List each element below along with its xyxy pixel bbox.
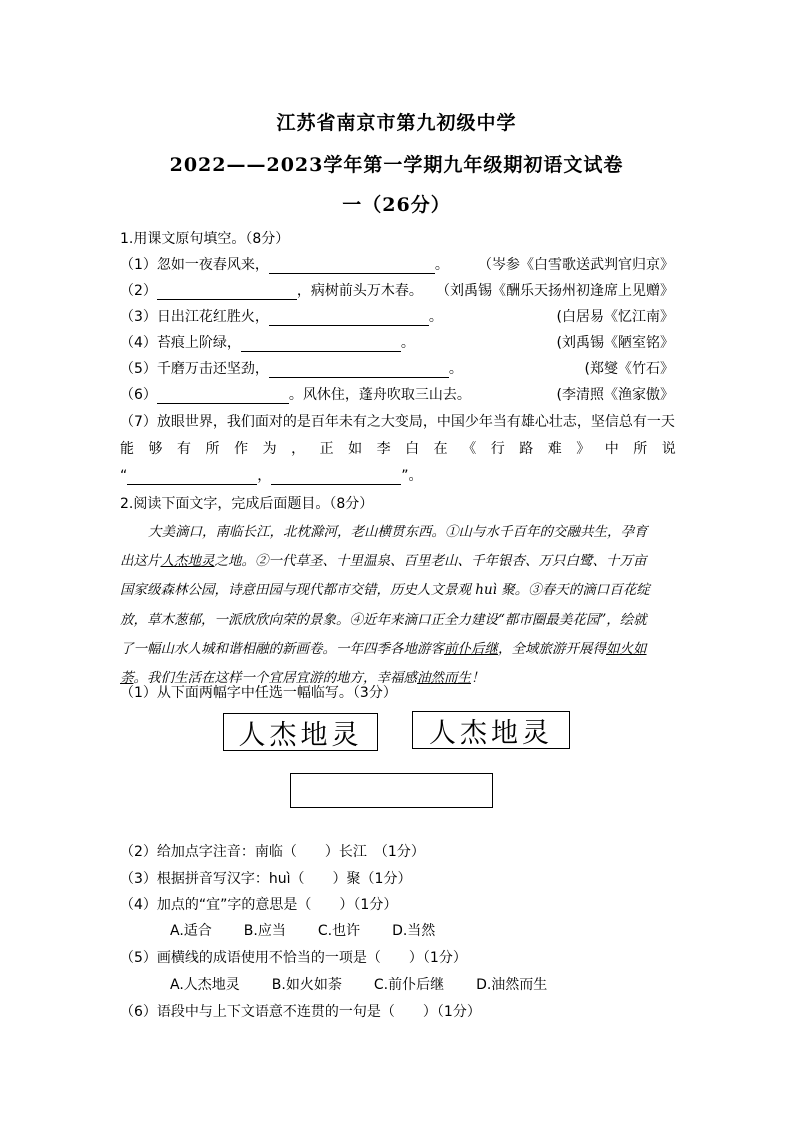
q1-heading: 1.用课文原句填空。（8分） [120,231,290,247]
q1-item-7-line2: 能 够 有 所 作 为 ， 正 如 李 白 在 《 行 路 难 》 中 所 说 [120,441,676,457]
q1-source-6: (李清照《渔家傲》 [556,387,674,403]
q2-sub4: （4）加点的“宜”字的意思是（ ）（1分） [120,897,398,913]
q2-sub6: （6）语段中与上下文语意不连贯的一句是（ ）（1分） [120,1004,481,1020]
answer-blank[interactable] [157,389,289,404]
q1-item-3: （3）日出江花红胜火， 。 [120,309,443,325]
passage-line: 荼。我们生活在这样一个宜居宜游的地方，幸福感油然而生！ [120,670,485,687]
school-title: 江苏省南京市第九初级中学 [276,112,517,134]
q1-item-1: （1）忽如一夜春风来， 。 [120,257,449,273]
calligraphy-sample-1: 人杰地灵 [223,713,378,751]
passage-line: 放，草木葱郁，一派欣欣向荣的景象。④近年来滴口正全力建设“都市圈最美花园”，绘就 [120,611,647,628]
option[interactable]: D.油然而生 [476,977,548,993]
option[interactable]: B.如火如荼 [271,977,342,993]
q2-sub3: （3）根据拼音写汉字：huì（ ）聚（1分） [120,871,412,887]
option[interactable]: A.人杰地灵 [170,977,240,993]
q2-heading: 2.阅读下面文字，完成后面题目。（8分） [120,496,374,512]
option[interactable]: D.当然 [392,923,436,939]
q1-source-2: （刘禹锡《酬乐天扬州初逢席上见赠》 [436,283,674,299]
q1-source-5: (郑燮《竹石》 [584,361,674,377]
q1-item-2: （2） ，病树前头万木春。 [120,283,423,299]
answer-blank[interactable] [269,259,435,274]
calligraphy-sample-2: 人杰地灵 [412,711,570,749]
option[interactable]: A.适合 [170,923,212,939]
q2-sub1: （1）从下面两幅字中任选一幅临写。（3分） [120,685,397,701]
option[interactable]: B.应当 [243,923,286,939]
answer-blank[interactable] [269,363,449,378]
q1-item-7-line1: （7）放眼世界，我们面对的是百年未有之大变局，中国少年当有雄心壮志，坚信总有一天 [120,414,675,430]
reading-passage [120,518,676,693]
q1-item-4: （4）苔痕上阶绿， 。 [120,335,415,351]
q1-item-5: （5）千磨万击还坚劲， 。 [120,361,463,377]
answer-blank[interactable] [157,285,297,300]
answer-blank[interactable] [269,311,429,326]
q1-source-3: (白居易《忆江南》 [556,309,674,325]
answer-blank[interactable] [127,470,257,485]
answer-blank[interactable] [241,337,401,352]
passage-line: 了一幅山水人城和谐相融的新画卷。一年四季各地游客前仆后继，全域旅游开展得如火如 [120,640,647,657]
option[interactable]: C.也许 [317,923,361,939]
answer-blank[interactable] [271,470,401,485]
exam-title: 2022——2023学年第一学期九年级期初语文试卷 [169,154,624,176]
passage-line: 出这片人杰地灵之地。②一代草圣、十里温泉、百里老山、千年银杏、万只白鹭、十万亩 [120,553,647,570]
q1-item-6: （6） 。风休住，蓬舟吹取三山去。 [120,387,471,403]
q1-source-4: (刘禹锡《陋室铭》 [556,335,674,351]
q2-sub2: （2）给加点字注音：南临（ ）长江 （1分） [120,844,425,860]
q1-item-7-line3: “ ， ”。 [120,468,423,484]
q2-sub4-options [170,922,467,940]
section-title: 一（26分） [342,194,451,216]
q1-source-1: （岑参《白雪歌送武判官归京》 [478,257,674,273]
passage-line: 国家级森林公园，诗意田园与现代都市交错，历史人文景观 huì 聚。③春天的滴口百花绽 [120,582,650,599]
q2-sub5: （5）画横线的成语使用不恰当的一项是（ ）（1分） [120,950,467,966]
option[interactable]: C.前仆后继 [373,977,445,993]
q2-sub5-options [170,976,579,994]
passage-line: 大美滴口，南临长江，北枕滁河，老山横贯东西。①山与水千百年的交融共生，孕育 [148,524,648,540]
calligraphy-answer-box[interactable] [290,773,493,808]
